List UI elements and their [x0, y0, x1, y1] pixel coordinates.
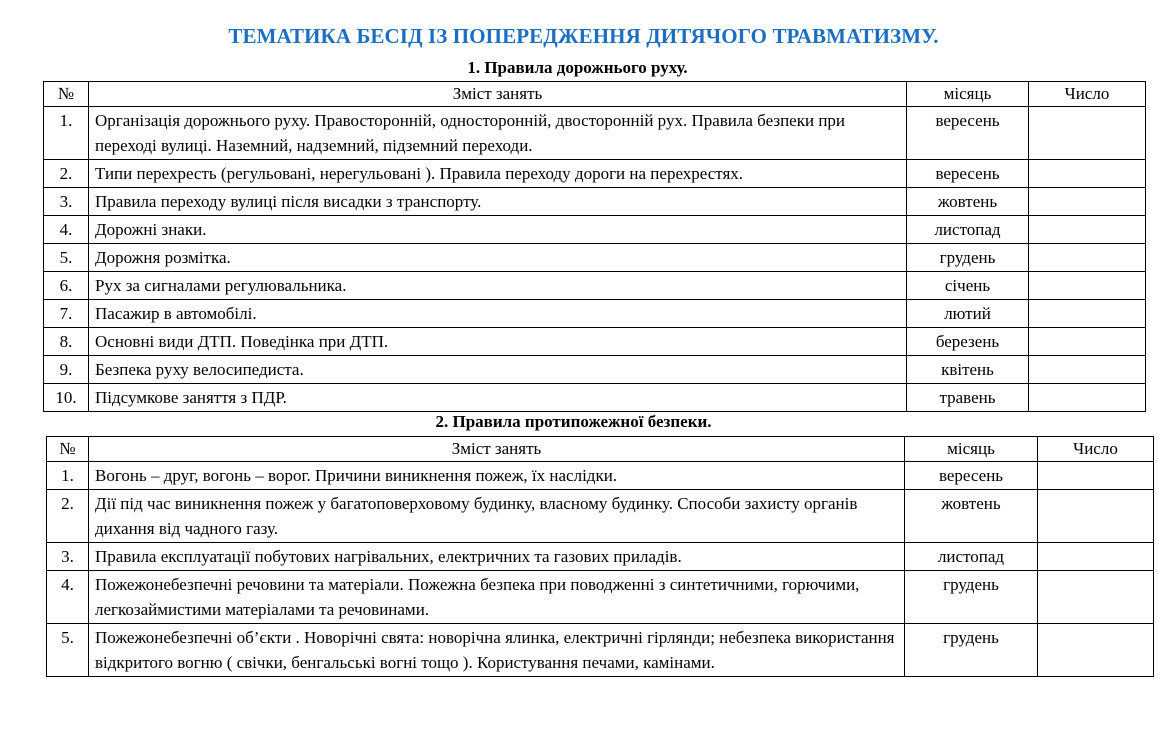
row-month: жовтень — [907, 188, 1029, 216]
row-date-cell — [1038, 490, 1154, 543]
table-row — [44, 272, 1146, 300]
table-header-row — [44, 82, 1146, 107]
row-month: грудень — [905, 624, 1038, 677]
column-header-number: № — [44, 82, 89, 107]
row-date-cell — [1029, 216, 1146, 244]
document-title: ТЕМАТИКА БЕСІД ІЗ ПОПЕРЕДЖЕННЯ ДИТЯЧОГО ТРАВМАТИЗМУ. — [228, 24, 939, 48]
row-month: травень — [907, 384, 1029, 412]
row-date-cell — [1029, 188, 1146, 216]
row-number: 2. — [44, 160, 89, 188]
row-number: 7. — [44, 300, 89, 328]
row-content: Вогонь – друг, вогонь – ворог. Причини виникнення пожеж, їх наслідки. — [89, 462, 905, 490]
row-number: 4. — [47, 571, 89, 624]
row-number: 1. — [47, 462, 89, 490]
row-date-cell — [1029, 328, 1146, 356]
row-date-cell — [1029, 356, 1146, 384]
row-number: 5. — [44, 244, 89, 272]
row-number: 8. — [44, 328, 89, 356]
table-row — [47, 624, 1154, 677]
row-date-cell — [1029, 244, 1146, 272]
row-month: грудень — [905, 571, 1038, 624]
column-header-month: місяць — [905, 437, 1038, 462]
row-content: Безпека руху велосипедиста. — [89, 356, 907, 384]
row-number: 2. — [47, 490, 89, 543]
row-month: вересень — [907, 107, 1029, 160]
row-content: Дорожні знаки. — [89, 216, 907, 244]
row-content: Організація дорожнього руху. Правосторонній, односторонній, двосторонній рух. Правила безпеки при переході вулиці. Наземний, надземний, підземний переходи. — [89, 107, 907, 160]
table-row — [47, 543, 1154, 571]
table-row — [44, 384, 1146, 412]
column-header-content: Зміст занять — [89, 82, 907, 107]
section-heading-fire-safety: 2. Правила протипожежної безпеки. — [435, 412, 712, 431]
table-row — [44, 216, 1146, 244]
row-content: Підсумкове заняття з ПДР. — [89, 384, 907, 412]
row-content: Пожежонебезпечні речовини та матеріали. Пожежна безпека при поводженні з синтетичними, горючими, легкозаймистими матеріалами та речовинами. — [89, 571, 905, 624]
row-content: Пожежонебезпечні об’єкти . Новорічні свята: новорічна ялинка, електричні гірлянди; небезпека використання відкритого вогню ( свічки, бенгальські вогні тощо ). Користування печами, камінами. — [89, 624, 905, 677]
row-date-cell — [1029, 300, 1146, 328]
table-row — [44, 300, 1146, 328]
table-row — [44, 328, 1146, 356]
row-month: січень — [907, 272, 1029, 300]
row-date-cell — [1038, 462, 1154, 490]
table-row — [47, 462, 1154, 490]
row-date-cell — [1029, 272, 1146, 300]
row-content: Дії під час виникнення пожеж у багатоповерховому будинку, власному будинку. Способи захисту органів дихання від чадного газу. — [89, 490, 905, 543]
row-number: 6. — [44, 272, 89, 300]
row-month: березень — [907, 328, 1029, 356]
row-content: Правила експлуатації побутових нагрівальних, електричних та газових приладів. — [89, 543, 905, 571]
column-header-number: № — [47, 437, 89, 462]
row-month: листопад — [907, 216, 1029, 244]
row-content: Основні види ДТП. Поведінка при ДТП. — [89, 328, 907, 356]
row-content: Правила переходу вулиці після висадки з транспорту. — [89, 188, 907, 216]
row-number: 3. — [47, 543, 89, 571]
row-month: грудень — [907, 244, 1029, 272]
column-header-content: Зміст занять — [89, 437, 905, 462]
row-month: квітень — [907, 356, 1029, 384]
table-header-row — [47, 437, 1154, 462]
table-row — [44, 188, 1146, 216]
table-row — [47, 490, 1154, 543]
row-number: 5. — [47, 624, 89, 677]
row-number: 4. — [44, 216, 89, 244]
column-header-date: Число — [1029, 82, 1146, 107]
row-date-cell — [1029, 384, 1146, 412]
table-row — [44, 356, 1146, 384]
row-number: 10. — [44, 384, 89, 412]
row-month: листопад — [905, 543, 1038, 571]
traffic-rules-table — [43, 81, 1146, 412]
section-heading-traffic-rules: 1. Правила дорожнього руху. — [467, 58, 688, 77]
row-month: жовтень — [905, 490, 1038, 543]
table-row — [44, 160, 1146, 188]
row-month: вересень — [905, 462, 1038, 490]
column-header-date: Число — [1038, 437, 1154, 462]
table-row — [47, 571, 1154, 624]
row-date-cell — [1038, 543, 1154, 571]
row-number: 1. — [44, 107, 89, 160]
row-content: Рух за сигналами регулювальника. — [89, 272, 907, 300]
column-header-month: місяць — [907, 82, 1029, 107]
row-content: Типи перехресть (регульовані, нерегульовані ). Правила переходу дороги на перехрестях. — [89, 160, 907, 188]
row-date-cell — [1038, 624, 1154, 677]
row-date-cell — [1029, 107, 1146, 160]
row-number: 9. — [44, 356, 89, 384]
fire-safety-table — [46, 436, 1154, 677]
row-number: 3. — [44, 188, 89, 216]
table-row — [44, 107, 1146, 160]
row-date-cell — [1038, 571, 1154, 624]
row-month: вересень — [907, 160, 1029, 188]
table-row — [44, 244, 1146, 272]
row-month: лютий — [907, 300, 1029, 328]
row-content: Пасажир в автомобілі. — [89, 300, 907, 328]
row-content: Дорожня розмітка. — [89, 244, 907, 272]
row-date-cell — [1029, 160, 1146, 188]
